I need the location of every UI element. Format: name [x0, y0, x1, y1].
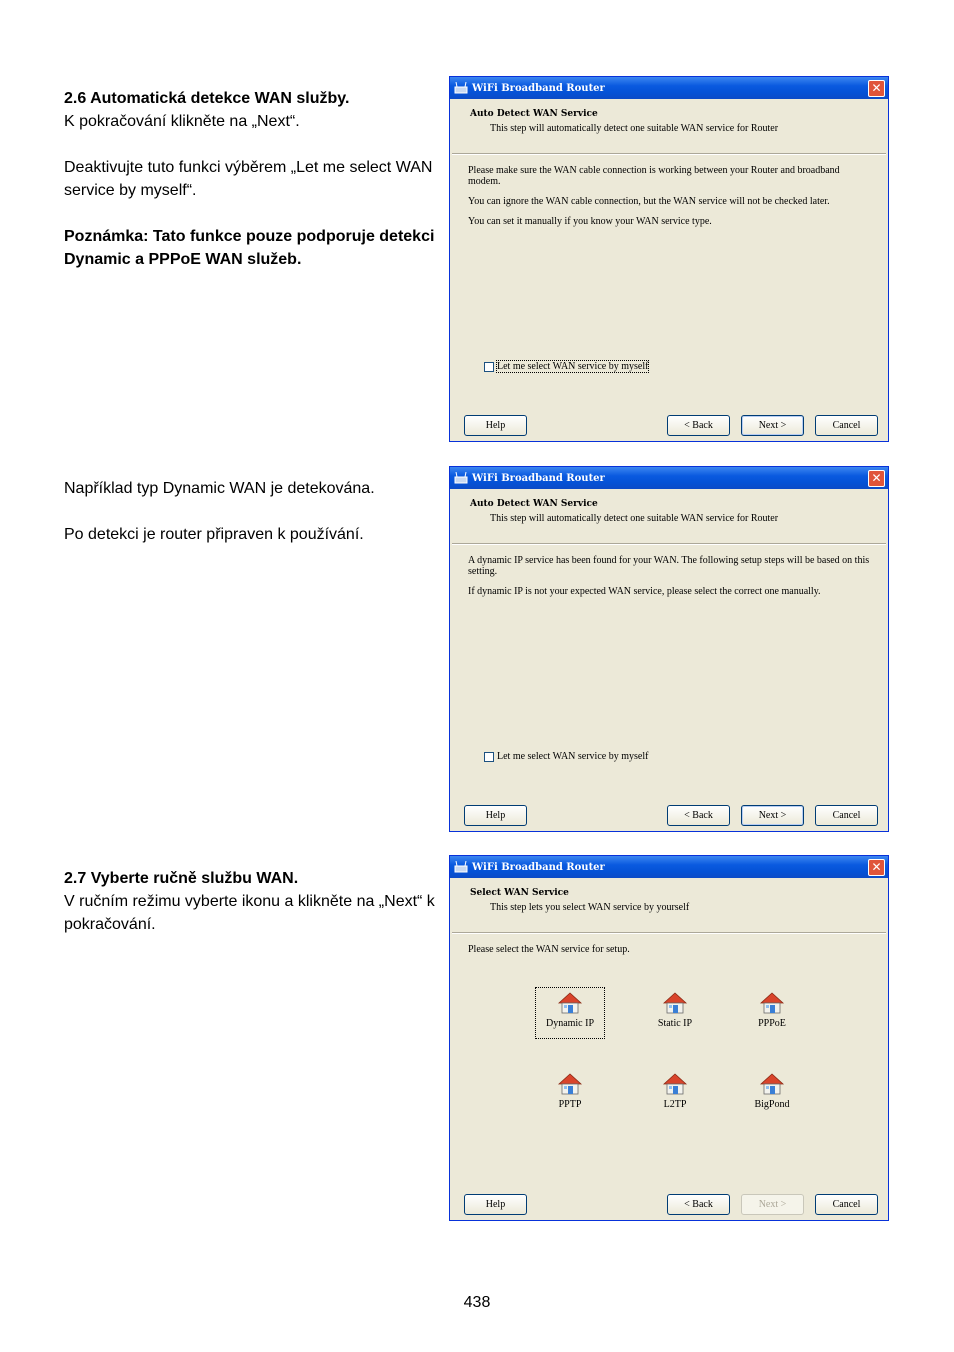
section-heading: 2.7 Vyberte ručně službu WAN. — [64, 870, 299, 887]
close-icon[interactable]: ✕ — [868, 80, 885, 97]
section-example — [64, 477, 444, 546]
next-button[interactable]: Next > — [741, 415, 804, 436]
dialog-client — [452, 99, 886, 439]
house-network-icon — [759, 991, 785, 1017]
service-label: PPTP — [558, 1099, 582, 1110]
body-text: A dynamic IP service has been found for your WAN. The following setup steps will be based on this setting. — [468, 555, 870, 577]
service-pppoe[interactable] — [738, 988, 806, 1038]
service-l2tp[interactable] — [641, 1069, 709, 1119]
help-button[interactable]: Help — [464, 415, 527, 436]
close-icon[interactable]: ✕ — [868, 859, 885, 876]
help-button[interactable]: Help — [464, 1194, 527, 1215]
checkbox-label[interactable]: Let me select WAN service by myself — [497, 361, 649, 372]
checkbox-box[interactable] — [484, 362, 494, 372]
body-text: If dynamic IP is not your expected WAN service, please select the correct one manually. — [468, 586, 821, 597]
divider — [452, 543, 886, 545]
page-number: 438 — [463, 1294, 491, 1311]
wizard-dialog-detected — [449, 466, 889, 832]
house-network-icon — [662, 1072, 688, 1098]
service-static-ip[interactable] — [641, 988, 709, 1038]
section-text: V ručním režimu vyberte ikonu a klikněte na „Next“ k pokračování. — [64, 893, 435, 933]
window-title: WiFi Broadband Router — [472, 472, 605, 484]
house-network-icon — [557, 991, 583, 1017]
step-title: Select WAN Service — [470, 888, 569, 898]
next-button[interactable]: Next > — [741, 805, 804, 826]
wizard-body — [468, 165, 870, 236]
wizard-header — [452, 99, 886, 153]
back-button[interactable]: < Back — [667, 415, 730, 436]
title-bar[interactable] — [450, 77, 888, 99]
wizard-body — [468, 944, 870, 964]
body-text: You can set it manually if you know your WAN service type. — [468, 216, 712, 227]
service-dynamic-ip[interactable] — [536, 988, 604, 1038]
house-network-icon — [557, 1072, 583, 1098]
wizard-header — [452, 878, 886, 932]
window-title: WiFi Broadband Router — [472, 82, 605, 94]
step-subtitle: This step will automatically detect one suitable WAN service for Router — [490, 123, 779, 134]
service-label: Static IP — [657, 1018, 693, 1029]
service-label: Dynamic IP — [545, 1018, 595, 1029]
back-button[interactable]: < Back — [667, 805, 730, 826]
section-2-7 — [64, 867, 444, 936]
dialog-client — [452, 489, 886, 829]
back-button[interactable]: < Back — [667, 1194, 730, 1215]
manual-select-checkbox[interactable] — [484, 361, 648, 372]
section-text: K pokračování klikněte na „Next“. — [64, 113, 300, 130]
step-title: Auto Detect WAN Service — [470, 109, 598, 119]
wizard-header — [452, 489, 886, 543]
checkbox-label[interactable]: Let me select WAN service by myself — [497, 751, 649, 762]
service-label: BigPond — [754, 1099, 790, 1110]
section-2-6 — [64, 87, 444, 271]
section-heading: 2.6 Automatická detekce WAN služby. — [64, 90, 350, 107]
dialog-client — [452, 878, 886, 1218]
help-button[interactable]: Help — [464, 805, 527, 826]
window-title: WiFi Broadband Router — [472, 861, 605, 873]
router-app-icon — [454, 861, 468, 873]
body-text: Please select the WAN service for setup. — [468, 944, 630, 955]
cancel-button[interactable]: Cancel — [815, 1194, 878, 1215]
house-network-icon — [662, 991, 688, 1017]
service-label: PPPoE — [758, 1018, 786, 1029]
section-text: Deaktivujte tuto funkci výběrem „Let me select WAN service by myself“. — [64, 159, 433, 199]
body-text: You can ignore the WAN cable connection, but the WAN service will not be checked later. — [468, 196, 830, 207]
wizard-body — [468, 555, 870, 606]
body-text: Please make sure the WAN cable connection is working between your Router and broadband modem. — [468, 165, 840, 187]
cancel-button[interactable]: Cancel — [815, 415, 878, 436]
cancel-button[interactable]: Cancel — [815, 805, 878, 826]
section-text: Po detekci je router připraven k používání. — [64, 526, 364, 543]
title-bar[interactable] — [450, 467, 888, 489]
router-app-icon — [454, 472, 468, 484]
title-bar[interactable] — [450, 856, 888, 878]
service-pptp[interactable] — [536, 1069, 604, 1119]
step-subtitle: This step lets you select WAN service by yourself — [490, 902, 690, 913]
router-app-icon — [454, 82, 468, 94]
wizard-dialog-select-service — [449, 855, 889, 1221]
house-network-icon — [759, 1072, 785, 1098]
wizard-dialog-auto-detect — [449, 76, 889, 442]
close-icon[interactable]: ✕ — [868, 470, 885, 487]
section-text: Například typ Dynamic WAN je detekována. — [64, 480, 375, 497]
manual-select-checkbox[interactable] — [484, 751, 648, 762]
divider — [452, 153, 886, 155]
service-bigpond[interactable] — [738, 1069, 806, 1119]
note-text: Poznámka: Tato funkce pouze podporuje detekci Dynamic a PPPoE WAN služeb. — [64, 228, 435, 268]
step-title: Auto Detect WAN Service — [470, 499, 598, 509]
checkbox-box[interactable] — [484, 752, 494, 762]
divider — [452, 932, 886, 934]
service-label: L2TP — [663, 1099, 687, 1110]
step-subtitle: This step will automatically detect one suitable WAN service for Router — [490, 513, 779, 524]
next-button[interactable]: Next > — [741, 1194, 804, 1215]
